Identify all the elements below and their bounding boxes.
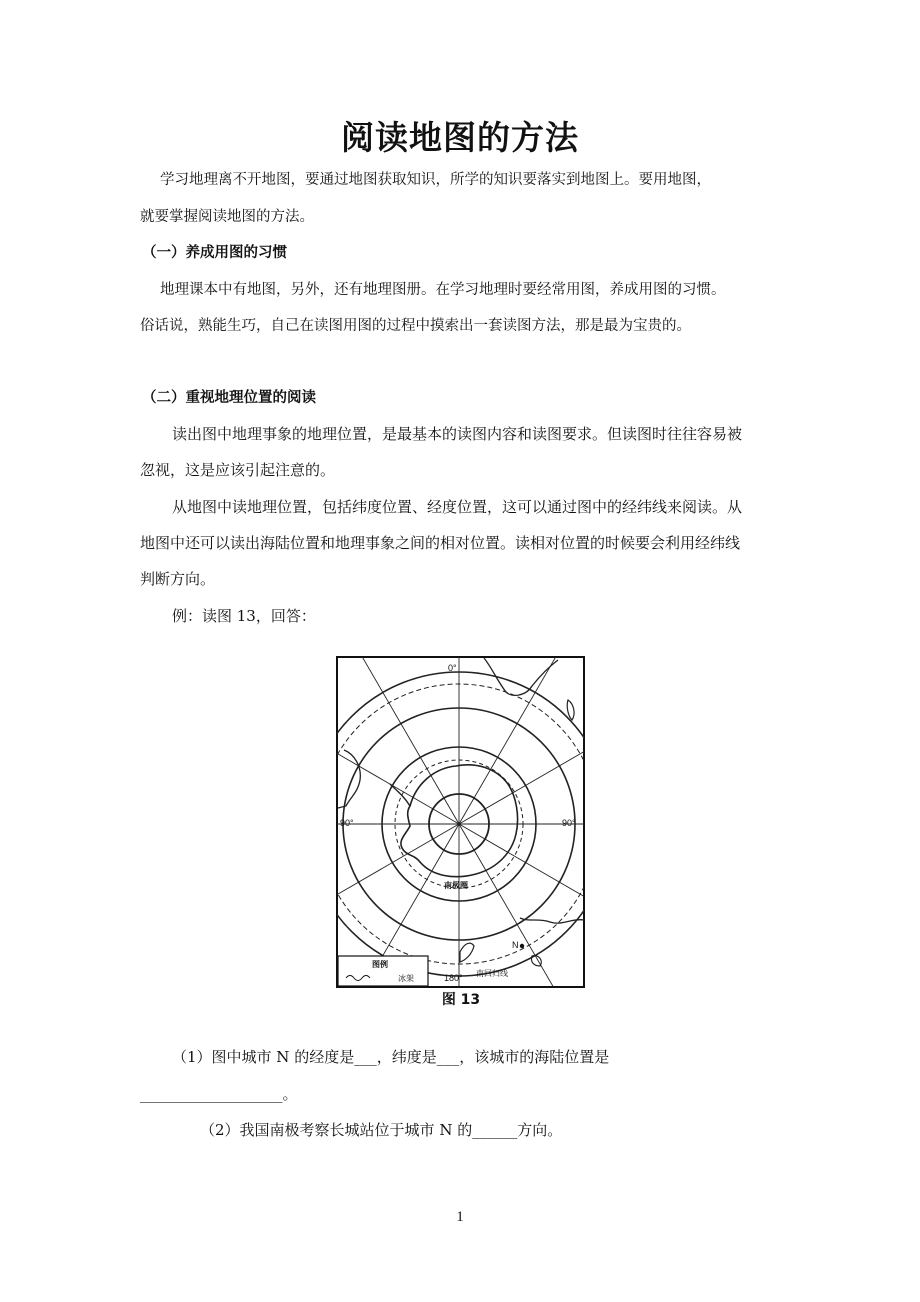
antarctic-map [336,656,586,990]
figure-13 [336,656,586,1008]
section-2-para-1-line-2: 忽视，这是应该引起注意的。 [140,461,336,479]
intro-line-1: 学习地理离不开地图，要通过地图获取知识，所学的知识要落实到地图上。要用地图， [160,172,711,188]
section-2-para-2-line-3: 判断方向。 [140,570,216,588]
section-1-line-2: 俗话说，熟能生巧，自己在读图用图的过程中摸索出一套读图方法，那是最为宝贵的。 [140,318,691,334]
label-180-deg: 180° [444,973,463,983]
figure-caption: 图 13 [441,992,481,1008]
intro-line-2: 就要掌握阅读地图的方法。 [140,209,314,225]
question-1-line-1: （1）图中城市 N 的经度是___，纬度是___，该城市的海陆位置是 [172,1048,610,1066]
question-2: （2）我国南极考察长城站位于城市 N 的______方向。 [200,1121,563,1139]
section-2-para-1-line-1: 读出图中地理事象的地理位置，是最基本的读图内容和读图要求。但读图时往往容易被 [172,425,743,443]
section-1-heading: （一）养成用图的习惯 [142,245,287,261]
section-1-line-1: 地理课本中有地图，另外，还有地理图册。在学习地理时要经常用图，养成用图的习惯。 [160,282,726,298]
legend-title: 图例 [372,960,388,969]
city-n-label: N [512,940,519,950]
section-2-para-2-line-1: 从地图中读地理位置，包括纬度位置、经度位置，这可以通过图中的经纬线来阅读。从 [172,498,743,516]
label-90-west: 90° [340,818,354,828]
label-0-deg: 0° [448,663,457,673]
legend [338,956,428,986]
section-2-heading: （二）重视地理位置的阅读 [142,390,316,406]
label-antarctic-circle: 南极圈 [444,881,468,890]
label-90-east: 90° [562,818,576,828]
city-n-marker [520,944,524,948]
legend-item: 冰架 [398,974,414,983]
page-number: 1 [456,1209,464,1225]
page-title: 阅读地图的方法 [341,118,579,157]
question-1-line-2: ___________________。 [140,1085,298,1103]
section-2-para-2-line-2: 地图中还可以读出海陆位置和地理事象之间的相对位置。读相对位置的时候要会利用经纬线 [140,534,741,552]
example-prompt: 例：读图 13，回答： [172,607,316,625]
label-tropic: 南回归线 [476,969,508,978]
